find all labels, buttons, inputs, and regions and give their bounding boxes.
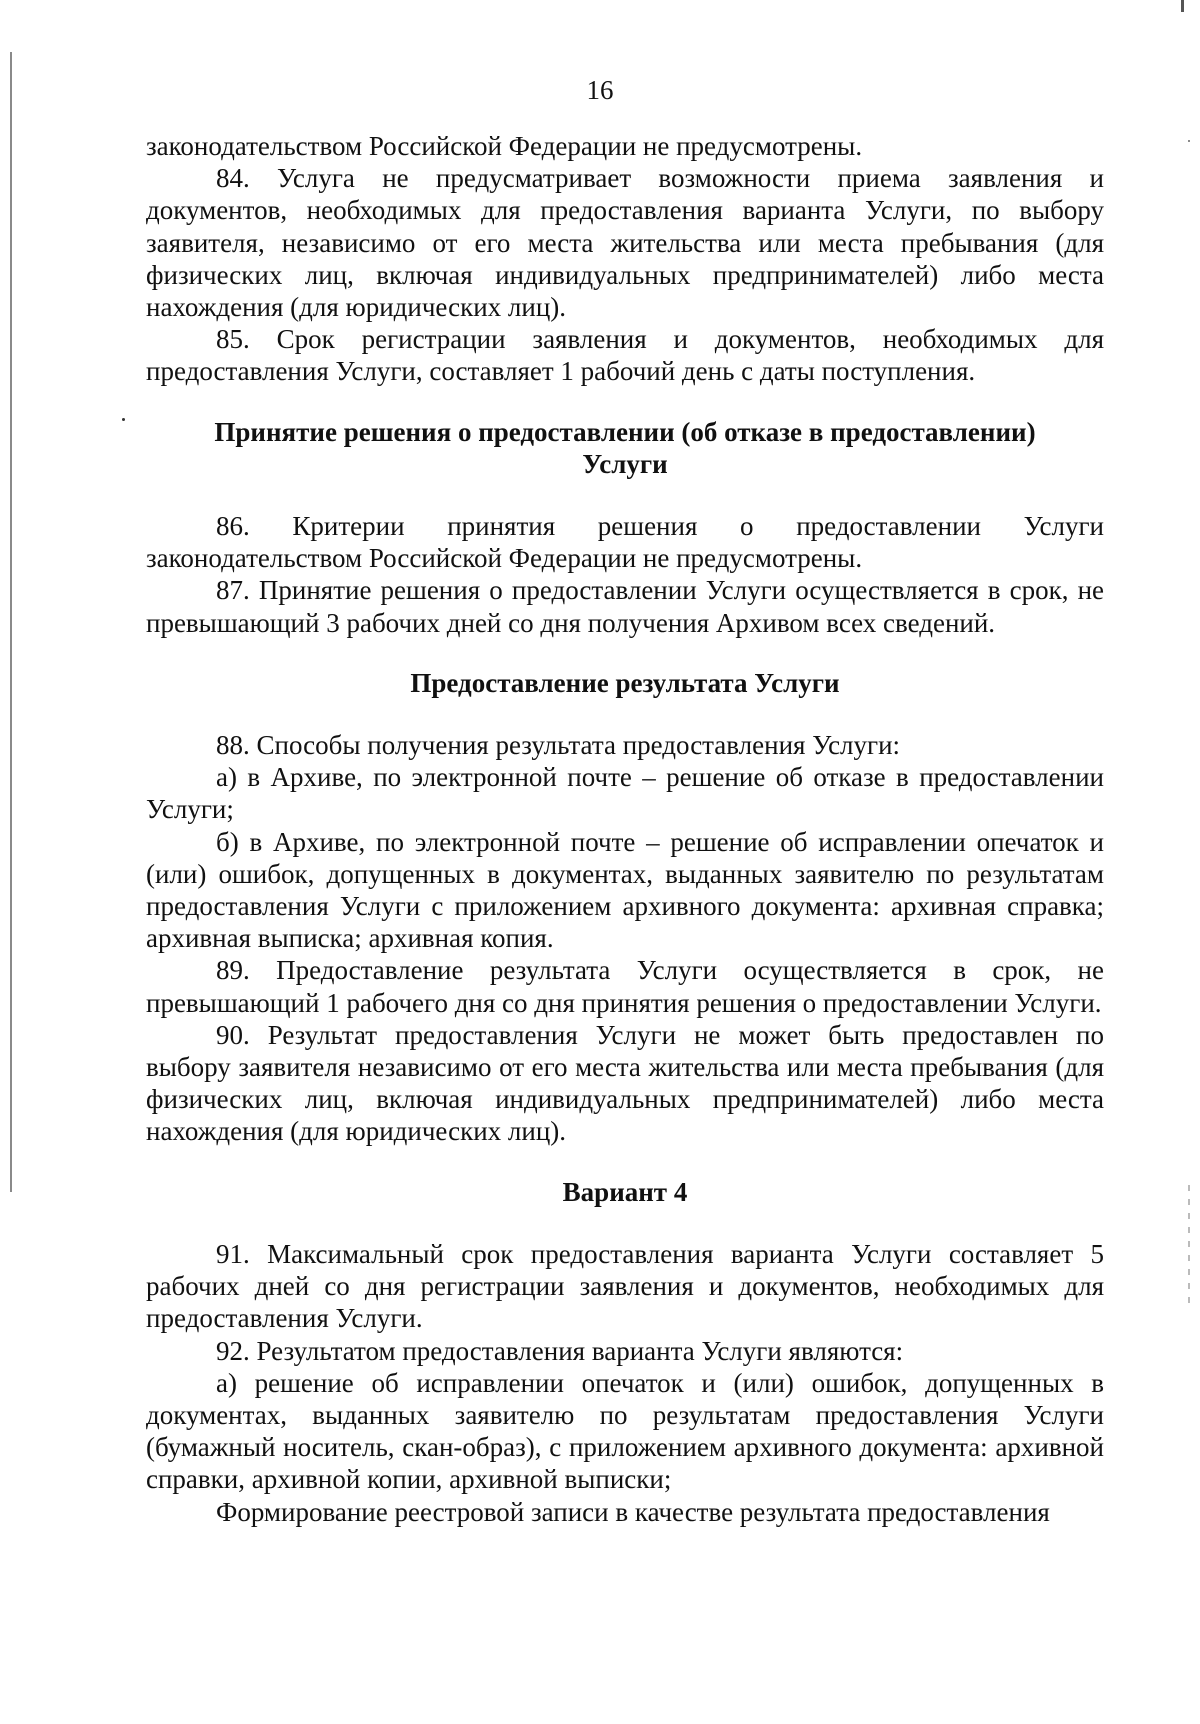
section-heading-line: Услуги <box>582 448 668 479</box>
section-heading-result: Предоставление результата Услуги <box>410 667 840 698</box>
paragraph-88-a: а) в Архиве, по электронной почте – решение об отказе в предоставлении Услуги; <box>146 762 1104 825</box>
paragraph-92-a: а) решение об исправлении опечаток и (или) ошибок, допущенных в документах, выданных заявителю по результатам предоставления Услуги (бумажный носитель, скан-образ), с приложением архивного документа: архивной справки, архивной копии, архивной выписки; <box>146 1367 1104 1495</box>
section-heading-decision <box>146 416 1104 480</box>
scan-mark <box>1181 0 1184 12</box>
paragraph-89: 89. Предоставление результата Услуги осуществляется в срок, не превышающий 1 рабочего дня со дня принятия решения о предоставлении Услуги. <box>146 955 1104 1018</box>
paragraph-88-b: б) в Архиве, по электронной почте – решение об исправлении опечаток и (или) ошибок, допущенных в документах, выданных заявителю по результатам предоставления Услуги с приложением архивного документа: архивная справка; архивная выписка; архивная копия. <box>146 826 1104 954</box>
section-heading-variant-4: Вариант 4 <box>562 1176 688 1207</box>
scan-edge-marks <box>1188 1185 1190 1305</box>
paragraph-87: 87. Принятие решения о предоставлении Услуги осуществляется в срок, не превышающий 3 рабочих дней со дня получения Архивом всех сведений. <box>146 575 1104 638</box>
paragraph-continuation: законодательством Российской Федерации не предусмотрены. <box>146 131 863 161</box>
paragraph-92: 92. Результатом предоставления варианта Услуги являются: <box>216 1335 904 1366</box>
paragraph-92-b: Формирование реестровой записи в качестве результата предоставления <box>216 1496 1050 1527</box>
section-heading-line: Принятие решения о предоставлении (об отказе в предоставлении) <box>214 416 1036 447</box>
paragraph-86: 86. Критерии принятия решения о предоставлении Услуги законодательством Российской Федерации не предусмотрены. <box>146 511 1104 574</box>
page-number: 16 <box>586 75 614 105</box>
scan-edge-line <box>10 52 12 1192</box>
paragraph-90: 90. Результат предоставления Услуги не может быть предоставлен по выбору заявителя независимо от его места жительства или места пребывания (для физических лиц, включая индивидуальных предпринимателей) либо места нахождения (для юридических лиц). <box>146 1019 1104 1147</box>
paragraph-85: 85. Срок регистрации заявления и документов, необходимых для предоставления Услуги, составляет 1 рабочий день с даты поступления. <box>146 324 1104 387</box>
paragraph-91: 91. Максимальный срок предоставления варианта Услуги составляет 5 рабочих дней со дня регистрации заявления и документов, необходимых для предоставления Услуги. <box>146 1238 1104 1334</box>
paragraph-88: 88. Способы получения результата предоставления Услуги: <box>216 730 901 761</box>
scan-speck <box>122 418 125 421</box>
scan-speck <box>1188 140 1190 142</box>
document-body <box>146 130 1104 1528</box>
paragraph-84: 84. Услуга не предусматривает возможности приема заявления и документов, необходимых для предоставления варианта Услуги, по выбору заявителя, независимо от его места жительства или места пребывания (для физических лиц, включая индивидуальных предпринимателей) либо места нахождения (для юридических лиц). <box>146 163 1104 323</box>
